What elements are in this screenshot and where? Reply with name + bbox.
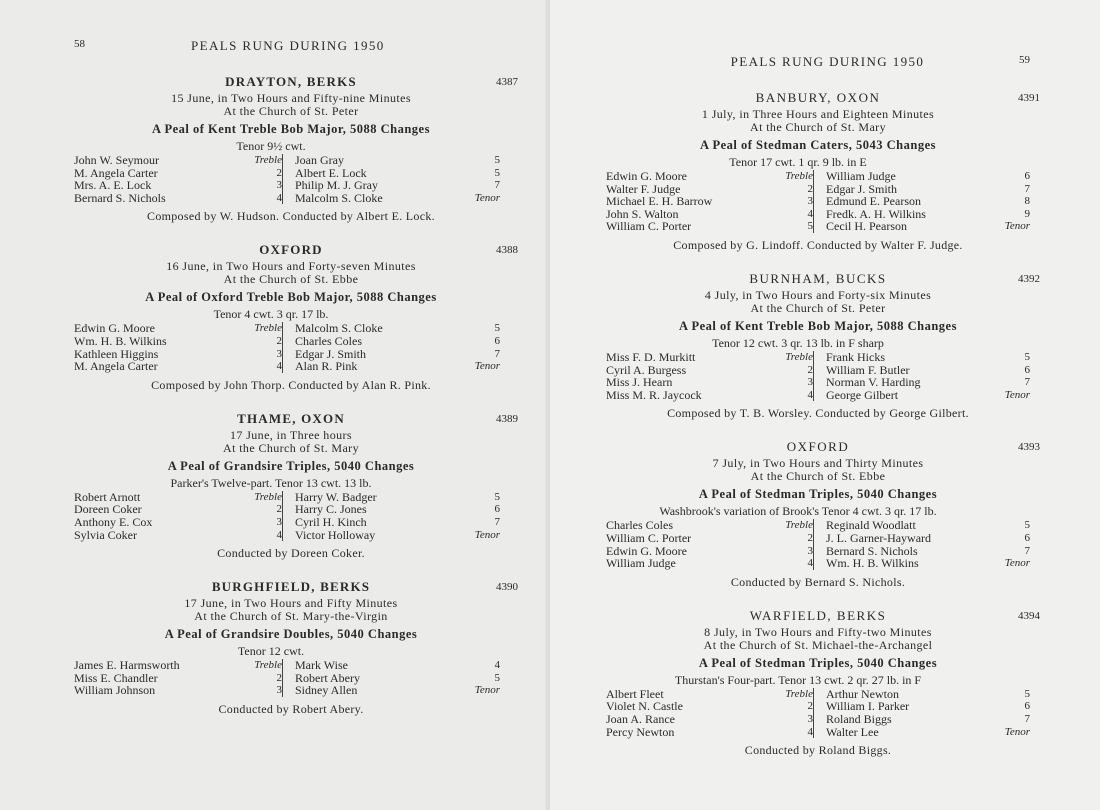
ringer-name: Malcolm S. Cloke (295, 190, 383, 205)
bell-number: Treble (785, 687, 813, 700)
ringer-column (282, 659, 500, 697)
ringer-name: Bernard S. Nichols (74, 190, 166, 205)
peal-list (606, 90, 1040, 758)
ringer-row (74, 516, 282, 529)
peal-place: BANBURY, OXON (755, 90, 881, 105)
right-page (550, 0, 1100, 810)
ringer-name: William C. Porter (606, 530, 692, 545)
ringer-row (606, 351, 813, 364)
bell-number: 5 (1024, 519, 1030, 532)
peal-church: At the Church of St. Ebbe (223, 272, 359, 287)
ringer-row (826, 532, 1030, 545)
ringer-column (813, 351, 1030, 401)
peal-method: A Peal of Oxford Treble Bob Major, 5088 Changes (145, 290, 437, 305)
ringer-name: Miss E. Chandler (74, 670, 158, 685)
peal-place: BURNHAM, BUCKS (749, 270, 887, 286)
peal-record (74, 410, 518, 561)
peal-record (74, 579, 518, 717)
bell-number: 7 (494, 347, 500, 360)
bell-number: 4 (494, 659, 500, 672)
ringer-row (826, 351, 1030, 364)
peal-method: A Peal of Grandsire Doubles, 5040 Changes (164, 627, 418, 642)
bell-number: 2 (807, 531, 813, 544)
bell-number: 3 (807, 376, 813, 389)
ringer-name: Kathleen Higgins (74, 346, 159, 361)
peal-church: At the Church of St. Mary-the-Virgin (194, 609, 388, 624)
ringer-name: Robert Abery (295, 670, 360, 685)
bell-number: 3 (807, 544, 813, 557)
peal-list (74, 74, 518, 717)
peal-method: A Peal of Kent Treble Bob Major, 5088 Changes (152, 122, 430, 136)
ringer-row (74, 154, 282, 167)
ringer-name: Doreen Coker (74, 502, 142, 517)
ringer-name: Wm. H. B. Wilkins (74, 333, 167, 348)
bell-number: 4 (276, 360, 282, 373)
bell-number: 5 (494, 154, 500, 166)
ringer-row (606, 532, 813, 545)
ringer-row (826, 220, 1030, 233)
ringer-name: Edwin G. Moore (606, 169, 687, 183)
ringer-band (74, 154, 508, 204)
bell-number: 2 (807, 363, 813, 376)
peal-church: At the Church of St. Ebbe (750, 469, 886, 484)
bell-number: 7 (1024, 712, 1030, 725)
ringer-name: Miss F. D. Murkitt (606, 349, 696, 364)
ringer-row (74, 659, 282, 672)
ringer-row (295, 154, 500, 167)
ringer-name: Victor Holloway (295, 527, 376, 542)
peal-church: At the Church of St. Peter (223, 104, 359, 118)
ringer-name: William Johnson (74, 683, 156, 698)
peal-date: 4 July, in Two Hours and Forty-six Minutes (704, 287, 932, 302)
peal-church: At the Church of St. Mary (750, 120, 886, 134)
bell-number: 4 (807, 388, 813, 401)
ringer-name: William Judge (826, 169, 896, 183)
ringer-column (813, 170, 1030, 233)
ringer-row (606, 170, 813, 183)
peal-date: 17 June, in Three hours (230, 427, 352, 442)
ringer-name: Violet N. Castle (606, 699, 683, 714)
ringer-name: Edwin G. Moore (606, 543, 687, 558)
ringer-column (282, 491, 500, 541)
ringer-name: Cyril A. Burgess (606, 362, 687, 377)
ringer-row (295, 529, 500, 542)
peal-method: A Peal of Stedman Triples, 5040 Changes (698, 655, 938, 670)
ringer-name: Harry W. Badger (295, 489, 377, 504)
ringer-name: Bernard S. Nichols (826, 543, 918, 558)
peal-place: OXFORD (259, 242, 323, 258)
ringer-name: Miss J. Hearn (606, 375, 673, 390)
ringer-name: Mrs. A. E. Lock (74, 178, 152, 193)
ringer-row (606, 389, 813, 402)
running-head-title: PEALS RUNG DURING 1950 (730, 54, 925, 69)
ringer-row (606, 557, 813, 570)
peal-place: DRAYTON, BERKS (225, 74, 357, 89)
ringer-column (74, 491, 282, 541)
ringer-band (74, 491, 508, 541)
bell-number: 3 (276, 684, 282, 697)
page-number: 58 (74, 38, 85, 50)
running-head (606, 54, 1030, 70)
bell-number: 7 (494, 179, 500, 192)
peal-place: WARFIELD, BERKS (749, 607, 887, 623)
ringer-row (295, 659, 500, 672)
peal-footer: Conducted by Doreen Coker. (217, 546, 365, 561)
bell-number: 6 (1024, 531, 1030, 544)
ringer-row (74, 192, 282, 205)
ringer-band (606, 170, 1030, 233)
peal-number: 4388 (496, 244, 518, 257)
ringer-name: Philip M. J. Gray (295, 178, 379, 193)
ringer-name: William Judge (606, 556, 676, 571)
running-head (74, 38, 508, 54)
peal-tenor: Tenor 12 cwt. (237, 644, 305, 659)
bell-number: Treble (254, 154, 282, 166)
ringer-row (826, 376, 1030, 389)
peal-tenor: Thurstan's Four-part. Tenor 13 cwt. 2 qr. 27 lb. in F (674, 672, 922, 687)
ringer-column (606, 351, 813, 401)
peal-tenor: Tenor 12 cwt. 3 qr. 13 lb. in F sharp (712, 335, 884, 350)
ringer-name: James E. Harmsworth (74, 658, 180, 673)
ringer-name: George Gilbert (826, 387, 899, 402)
ringer-name: Reginald Woodlatt (826, 518, 916, 533)
ringer-row (295, 192, 500, 205)
bell-number: 7 (494, 515, 500, 528)
ringer-name: Cecil H. Pearson (826, 219, 907, 234)
ringer-name: J. L. Garner-Hayward (826, 530, 932, 545)
bell-number: 4 (807, 725, 813, 738)
ringer-name: Miss M. R. Jaycock (606, 387, 702, 402)
ringer-name: Albert Fleet (606, 686, 664, 701)
bell-number: 2 (276, 503, 282, 516)
bell-number: Tenor (1004, 388, 1030, 401)
ringer-band (74, 322, 508, 372)
ringer-row (74, 684, 282, 697)
ringer-name: Michael E. H. Barrow (606, 194, 713, 209)
ringer-column (606, 688, 813, 738)
peal-church: At the Church of St. Mary (223, 440, 359, 455)
peal-place: OXFORD (786, 439, 850, 455)
peal-footer: Composed by T. B. Worsley. Conducted by George Gilbert. (667, 406, 969, 421)
ringer-name: Sylvia Coker (74, 527, 137, 542)
ringer-column (606, 519, 813, 569)
ringer-row (826, 726, 1030, 739)
peal-number: 4394 (1018, 609, 1040, 622)
ringer-row (295, 516, 500, 529)
ringer-name: Wm. H. B. Wilkins (826, 556, 919, 571)
ringer-column (74, 154, 282, 204)
ringer-column (74, 322, 282, 372)
ringer-name: William I. Parker (826, 699, 910, 714)
bell-number: 5 (494, 322, 500, 335)
bell-number: Treble (254, 490, 282, 503)
bell-number: 2 (807, 700, 813, 713)
bell-number: 3 (276, 347, 282, 360)
bell-number: 5 (1024, 687, 1030, 700)
ringer-column (813, 519, 1030, 569)
ringer-name: Charles Coles (606, 518, 673, 533)
ringer-name: John W. Seymour (74, 153, 160, 167)
ringer-name: Cyril H. Kinch (295, 514, 367, 529)
peal-record (606, 439, 1040, 589)
page-number: 59 (1019, 54, 1030, 66)
ringer-name: Robert Arnott (74, 489, 141, 504)
peal-record (74, 74, 518, 224)
peal-date: 16 June, in Two Hours and Forty-seven Minutes (166, 259, 416, 274)
ringer-name: Percy Newton (606, 724, 675, 739)
bell-number: 5 (494, 490, 500, 503)
bell-number: 6 (494, 503, 500, 516)
ringer-band (74, 659, 508, 697)
bell-number: Tenor (1004, 725, 1030, 738)
peal-date: 8 July, in Two Hours and Fifty-two Minutes (704, 624, 932, 639)
bell-number: 2 (276, 166, 282, 179)
peal-number: 4387 (496, 76, 518, 88)
ringer-row (74, 179, 282, 192)
peal-record (606, 607, 1040, 758)
bell-number: 5 (494, 671, 500, 684)
bell-number: 2 (276, 671, 282, 684)
bell-number: 2 (807, 182, 813, 195)
bell-number: 4 (276, 528, 282, 541)
ringer-name: Charles Coles (295, 333, 362, 348)
peal-tenor: Washbrook's variation of Brook's Tenor 4 cwt. 3 qr. 17 lb. (659, 504, 937, 519)
ringer-column (813, 688, 1030, 738)
peal-tenor: Tenor 17 cwt. 1 qr. 9 lb. in E (729, 155, 867, 169)
ringer-name: Edwin G. Moore (74, 321, 155, 336)
bell-number: Tenor (474, 684, 500, 697)
peal-church: At the Church of St. Michael-the-Archangel (703, 637, 933, 652)
running-head-title: PEALS RUNG DURING 1950 (191, 38, 385, 53)
peal-tenor: Tenor 4 cwt. 3 qr. 17 lb. (213, 307, 329, 322)
ringer-name: Joan Gray (295, 153, 344, 167)
peal-footer: Composed by John Thorp. Conducted by Alan R. Pink. (151, 377, 431, 392)
peal-record (74, 242, 518, 392)
ringer-row (295, 360, 500, 373)
bell-number: 6 (1024, 170, 1030, 182)
ringer-name: William F. Butler (826, 362, 910, 377)
bell-number: 9 (1024, 207, 1030, 220)
bell-number: Tenor (1004, 220, 1030, 233)
ringer-name: Walter Lee (826, 724, 879, 739)
peal-number: 4391 (1018, 92, 1040, 104)
bell-number: Treble (254, 659, 282, 672)
bell-number: 3 (276, 515, 282, 528)
peal-record (606, 90, 1040, 253)
bell-number: 6 (1024, 700, 1030, 713)
peal-method: A Peal of Grandsire Triples, 5040 Changes (167, 458, 415, 473)
bell-number: 5 (494, 166, 500, 179)
bell-number: 5 (1024, 350, 1030, 363)
peal-date: 15 June, in Two Hours and Fifty-nine Minutes (171, 91, 411, 105)
ringer-band (606, 519, 1030, 569)
bell-number: 3 (807, 712, 813, 725)
bell-number: 6 (1024, 363, 1030, 376)
peal-method: A Peal of Kent Treble Bob Major, 5088 Changes (679, 318, 957, 333)
bell-number: Treble (785, 350, 813, 363)
bell-number: 3 (807, 195, 813, 208)
ringer-row (826, 713, 1030, 726)
bell-number: 4 (807, 207, 813, 220)
peal-tenor: Tenor 9½ cwt. (236, 139, 306, 153)
peal-footer: Composed by W. Hudson. Conducted by Albert E. Lock. (147, 209, 435, 224)
bell-number: Tenor (474, 528, 500, 541)
ringer-name: Edmund E. Pearson (826, 194, 921, 209)
ringer-name: Joan A. Rance (606, 711, 675, 726)
peal-date: 1 July, in Three Hours and Eighteen Minutes (701, 107, 935, 121)
ringer-name: Alan R. Pink (295, 359, 358, 374)
ringer-column (282, 154, 500, 204)
ringer-row (826, 195, 1030, 208)
bell-number: Treble (785, 519, 813, 532)
bell-number: Tenor (474, 360, 500, 373)
ringer-name: Norman V. Harding (826, 375, 921, 390)
peal-footer: Conducted by Roland Biggs. (744, 743, 892, 758)
bell-number: Treble (254, 322, 282, 335)
bell-number: Tenor (1004, 557, 1030, 570)
peal-number: 4393 (1018, 441, 1040, 454)
peal-method: A Peal of Stedman Triples, 5040 Changes (698, 487, 938, 502)
ringer-name: Frank Hicks (826, 349, 885, 364)
ringer-name: Mark Wise (295, 658, 348, 673)
ringer-name: Roland Biggs (826, 711, 892, 726)
ringer-row (295, 335, 500, 348)
ringer-name: Edgar J. Smith (826, 181, 897, 196)
bell-number: 4 (807, 557, 813, 570)
ringer-name: Arthur Newton (826, 686, 899, 701)
ringer-name: Edgar J. Smith (295, 346, 366, 361)
ringer-row (606, 376, 813, 389)
peal-place: THAME, OXON (237, 410, 345, 426)
ringer-column (74, 659, 282, 697)
ringer-row (74, 529, 282, 542)
peal-footer: Composed by G. Lindoff. Conducted by Walter F. Judge. (673, 237, 963, 252)
peal-number: 4390 (496, 581, 518, 594)
ringer-row (826, 389, 1030, 402)
ringer-column (606, 170, 813, 233)
ringer-row (606, 220, 813, 233)
ringer-row (826, 170, 1030, 183)
peal-number: 4392 (1018, 272, 1040, 285)
bell-number: 2 (276, 334, 282, 347)
peal-date: 7 July, in Two Hours and Thirty Minutes (712, 456, 924, 471)
peal-number: 4389 (496, 412, 518, 425)
peal-date: 17 June, in Two Hours and Fifty Minutes (184, 596, 398, 611)
peal-method: A Peal of Stedman Caters, 5043 Changes (699, 138, 936, 152)
peal-footer: Conducted by Bernard S. Nichols. (730, 574, 906, 589)
ringer-name: Albert E. Lock (295, 165, 367, 180)
bell-number: Tenor (474, 191, 500, 204)
ringer-row (606, 195, 813, 208)
ringer-row (606, 726, 813, 739)
ringer-name: M. Angela Carter (74, 359, 158, 374)
ringer-column (282, 322, 500, 372)
ringer-band (606, 351, 1030, 401)
ringer-row (74, 335, 282, 348)
ringer-name: Fredk. A. H. Wilkins (826, 206, 926, 221)
ringer-band (606, 688, 1030, 738)
bell-number: 4 (276, 191, 282, 204)
bell-number: 6 (494, 334, 500, 347)
bell-number: 7 (1024, 182, 1030, 195)
ringer-name: Malcolm S. Cloke (295, 321, 383, 336)
bell-number: 8 (1024, 195, 1030, 208)
ringer-name: William C. Porter (606, 219, 692, 234)
peal-tenor: Parker's Twelve-part. Tenor 13 cwt. 13 lb. (170, 475, 372, 490)
peal-place: BURGHFIELD, BERKS (211, 579, 371, 595)
ringer-row (826, 557, 1030, 570)
bell-number: Treble (785, 170, 813, 182)
ringer-name: Sidney Allen (295, 683, 358, 698)
peal-church: At the Church of St. Peter (750, 300, 886, 315)
ringer-row (295, 684, 500, 697)
peal-footer: Conducted by Robert Abery. (218, 701, 364, 716)
peal-record (606, 270, 1040, 421)
ringer-row (295, 179, 500, 192)
ringer-name: John S. Walton (606, 206, 679, 221)
ringer-name: M. Angela Carter (74, 165, 158, 180)
bell-number: 7 (1024, 544, 1030, 557)
bell-number: 7 (1024, 376, 1030, 389)
ringer-name: Harry C. Jones (295, 502, 367, 517)
ringer-row (74, 360, 282, 373)
ringer-row (606, 713, 813, 726)
ringer-name: Anthony E. Cox (74, 514, 153, 529)
bell-number: 3 (276, 179, 282, 192)
bell-number: 5 (807, 220, 813, 233)
ringer-name: Walter F. Judge (606, 181, 681, 196)
